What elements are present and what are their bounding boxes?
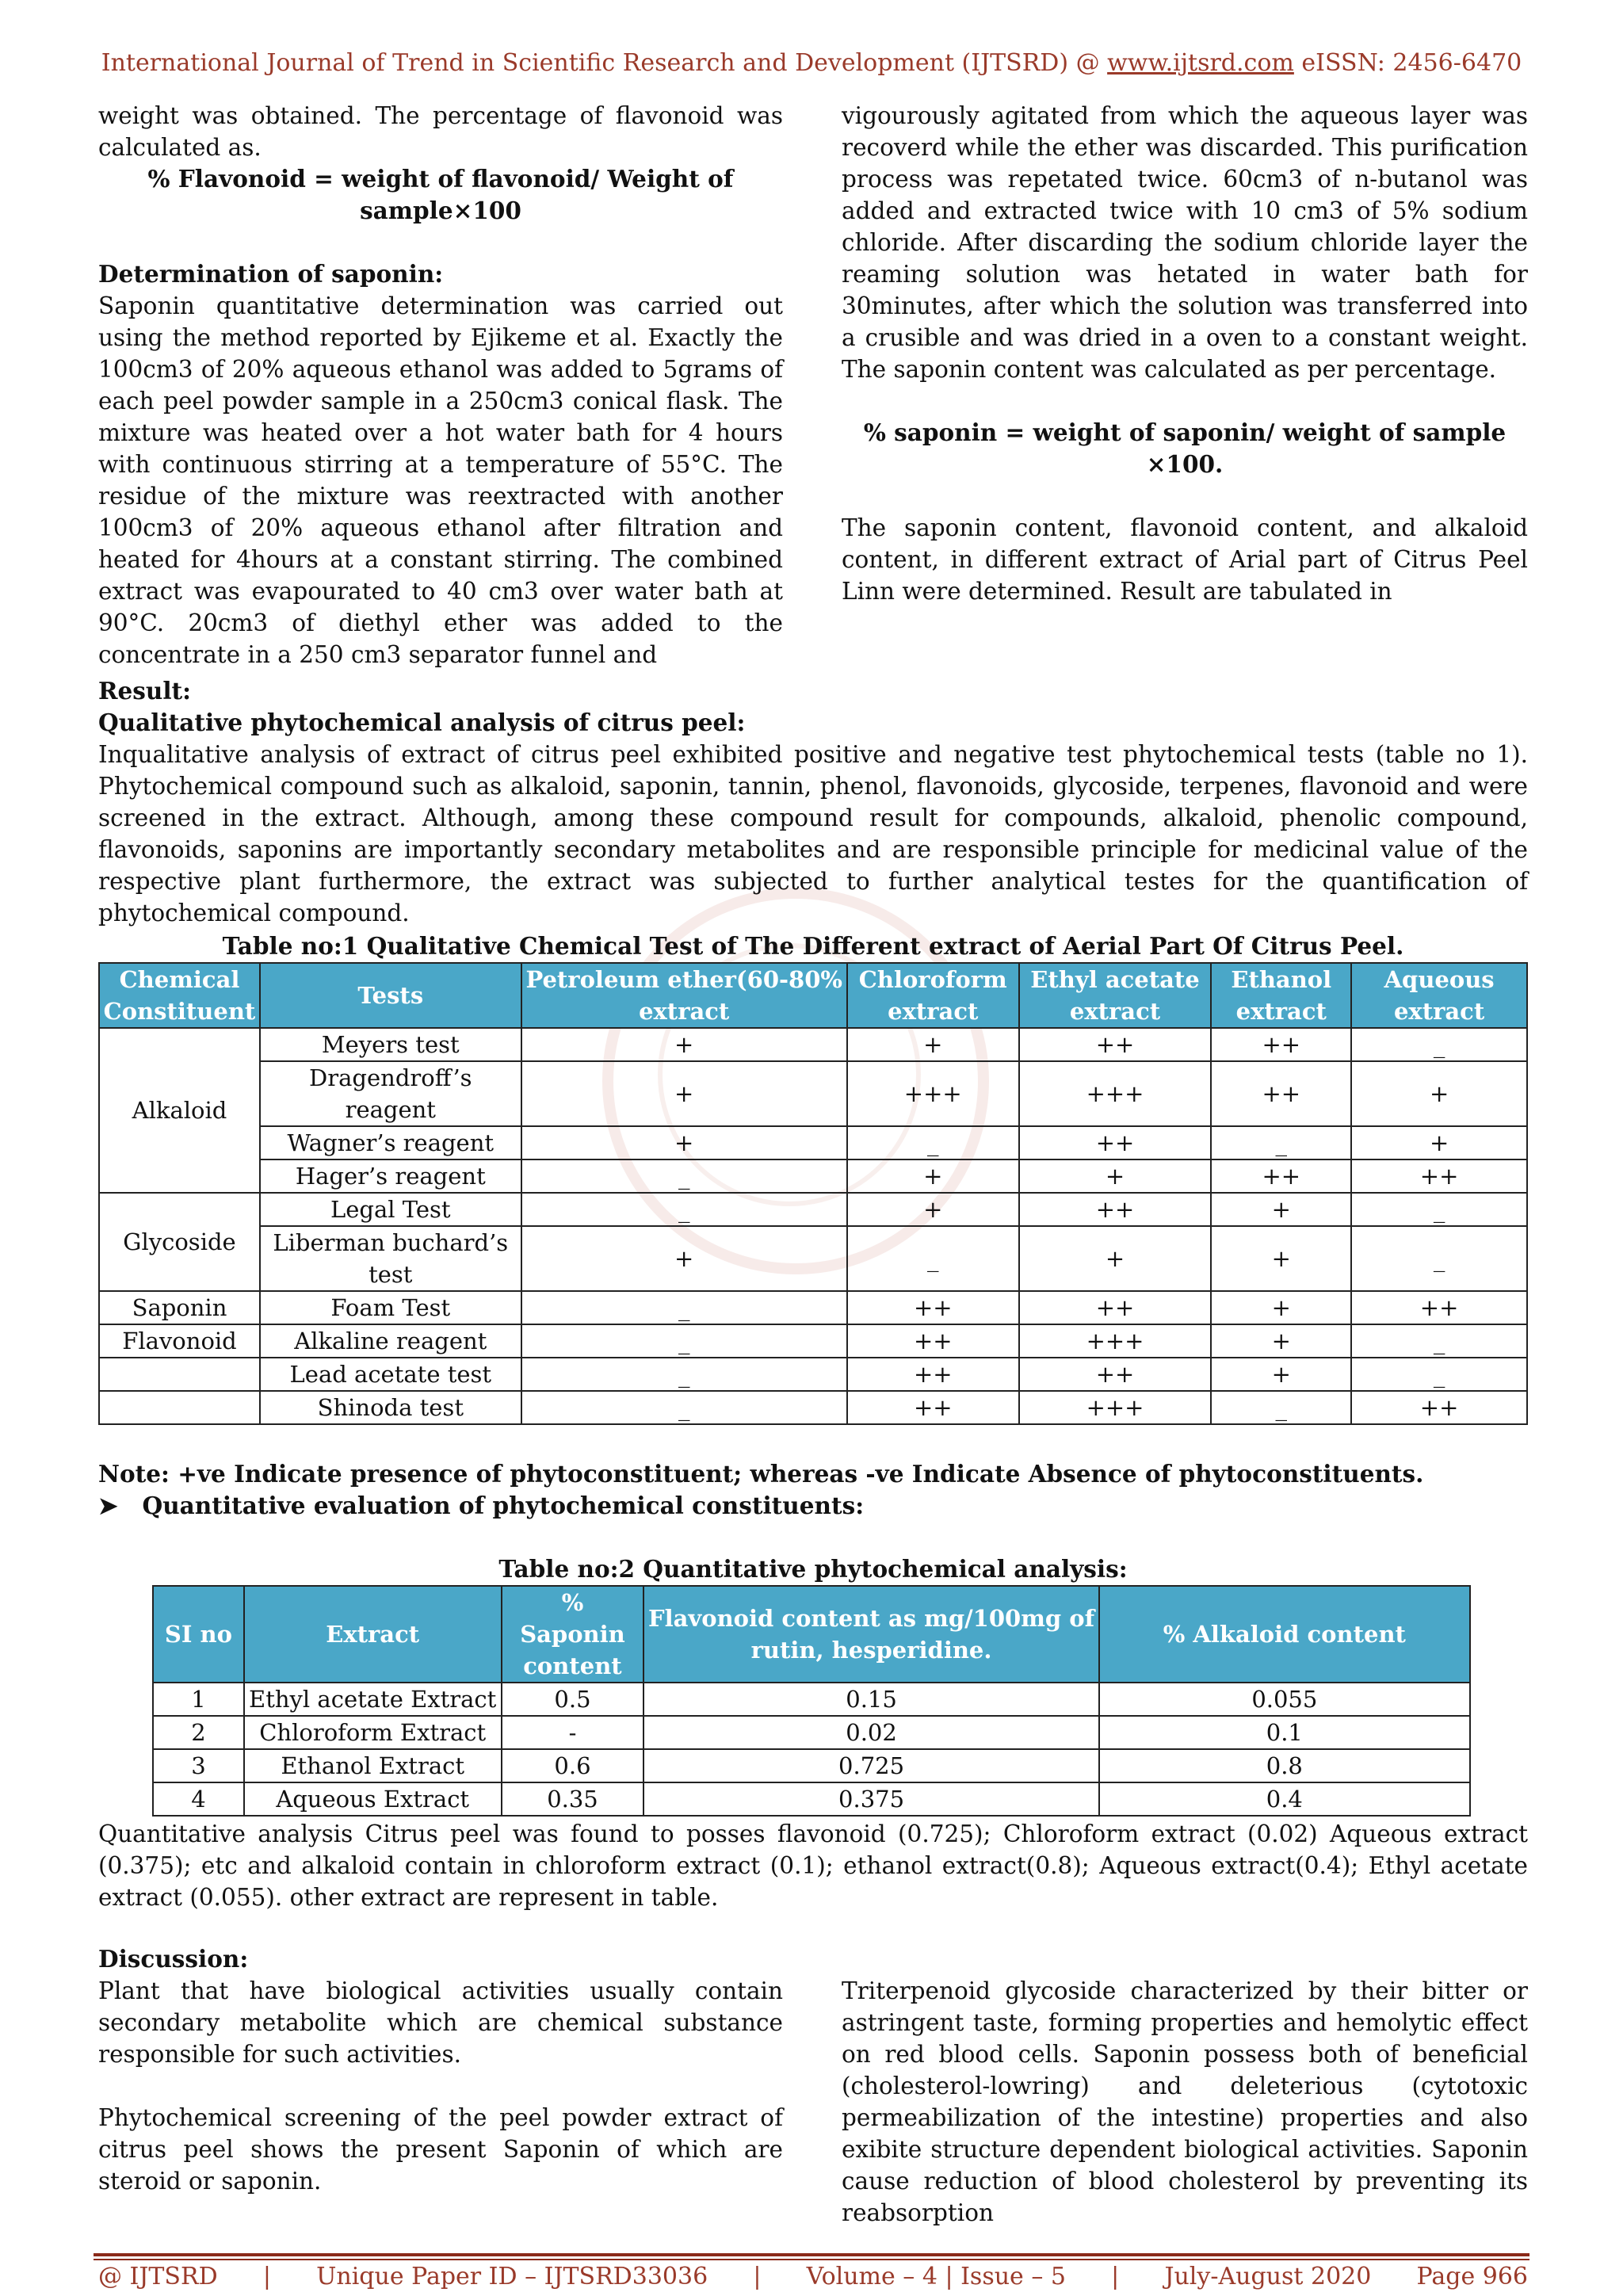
qualitative-table — [98, 962, 1528, 1425]
table2-cell: Ethyl acetate Extract — [244, 1683, 502, 1716]
result-cell: ++ — [847, 1358, 1019, 1391]
table2-cell: 0.8 — [1099, 1749, 1470, 1782]
quantitative-heading: ➤ Quantitative evaluation of phytochemical constituents: — [98, 1492, 865, 1519]
table2-cell: 3 — [153, 1749, 244, 1782]
result-cell: _ — [1351, 1226, 1527, 1291]
result-cell: ++ — [1019, 1028, 1212, 1061]
result-cell: ++ — [847, 1324, 1019, 1358]
saponin-purification-text: vigourously agitated from which the aqueous layer was recoverd while the ether was discarded. This purification process was repetated twice. 60cm3 of n-butanol was added and extracted twice with 10 cm3 of 5% sodium chloride. After discarding the sodium chloride layer the reaming solution was hetated in water bath for 30minutes, after which the solution was transferred into a crusible and was dried in a oven to a constant weight. The saponin content was calculated as per percentage. — [842, 102, 1528, 383]
table-row — [99, 1159, 1527, 1193]
result-cell: +++ — [1019, 1061, 1212, 1126]
result-cell: + — [1019, 1159, 1212, 1193]
running-header — [0, 49, 1623, 77]
table2-header: % Saponin content — [502, 1586, 644, 1683]
discussion-heading: Discussion: — [98, 1945, 249, 1973]
note-section — [98, 1458, 1528, 1522]
result-cell: + — [521, 1061, 847, 1126]
result-cell: ++ — [1211, 1028, 1351, 1061]
table2-header: Extract — [244, 1586, 502, 1683]
saponin-heading: Determination of saponin: — [98, 260, 444, 288]
result-cell: +++ — [847, 1061, 1019, 1126]
table2-cell: 4 — [153, 1782, 244, 1816]
result-cell: +++ — [1019, 1391, 1212, 1424]
result-cell: +++ — [1019, 1324, 1212, 1358]
flavonoid-formula-line2: sample×100 — [360, 197, 521, 224]
footer-volume: Volume – 4 | Issue – 5 — [806, 2263, 1066, 2290]
result-cell: + — [1211, 1358, 1351, 1391]
result-section — [98, 675, 1528, 929]
result-cell: ++ — [1211, 1159, 1351, 1193]
table2-header: Flavonoid content as mg/100mg of rutin, hesperidine. — [643, 1586, 1098, 1683]
test-cell: Lead acetate test — [260, 1358, 521, 1391]
test-cell: Hager’s reagent — [260, 1159, 521, 1193]
table2-cell: 0.055 — [1099, 1683, 1470, 1716]
table2-cell: 0.1 — [1099, 1716, 1470, 1749]
test-cell: Dragendroff’s reagent — [260, 1061, 521, 1126]
table2-header: % Alkaloid content — [1099, 1586, 1470, 1683]
footer-separator: | — [1111, 2263, 1120, 2290]
table2-cell: 0.5 — [502, 1683, 644, 1716]
table2-header-row — [153, 1586, 1470, 1683]
table1-header: Chloroform extract — [847, 963, 1019, 1028]
result-cell: _ — [1351, 1358, 1527, 1391]
result-cell: + — [1211, 1226, 1351, 1291]
footer-date: July-August 2020 — [1164, 2263, 1372, 2290]
test-cell: Legal Test — [260, 1193, 521, 1226]
group-cell-glycoside: Glycoside — [99, 1193, 260, 1291]
table-row — [99, 1028, 1527, 1061]
table-row — [99, 1324, 1527, 1358]
result-cell: _ — [521, 1193, 847, 1226]
result-cell: + — [1351, 1126, 1527, 1159]
result-cell: + — [1019, 1226, 1212, 1291]
result-cell: + — [1211, 1193, 1351, 1226]
flavonoid-calc-text: weight was obtained. The percentage of flavonoid was calculated as. — [98, 102, 783, 161]
result-cell: + — [1351, 1061, 1527, 1126]
test-cell: Liberman buchard’s test — [260, 1226, 521, 1291]
result-cell: _ — [847, 1126, 1019, 1159]
result-cell: _ — [1351, 1028, 1527, 1061]
table2-caption: Table no:2 Quantitative phytochemical analysis: — [498, 1555, 1128, 1583]
result-cell: ++ — [847, 1391, 1019, 1424]
table1-header: Ethyl acetate extract — [1019, 963, 1212, 1028]
flavonoid-formula-line1: % Flavonoid = weight of flavonoid/ Weight of — [147, 165, 734, 193]
arrow-bullet-icon: ➤ — [98, 1492, 118, 1519]
table2-cell: Chloroform Extract — [244, 1716, 502, 1749]
left-column-top — [98, 100, 783, 670]
table-row — [99, 1126, 1527, 1159]
table2-cell: Ethanol Extract — [244, 1749, 502, 1782]
result-cell: ++ — [1019, 1193, 1212, 1226]
result-cell: _ — [521, 1291, 847, 1324]
table2-cell: Aqueous Extract — [244, 1782, 502, 1816]
table2-cell: 0.6 — [502, 1749, 644, 1782]
test-cell: Foam Test — [260, 1291, 521, 1324]
table2-cell: - — [502, 1716, 644, 1749]
table1-header: Ethanol extract — [1211, 963, 1351, 1028]
result-cell: + — [521, 1126, 847, 1159]
table1-note: Note: +ve Indicate presence of phytoconstituent; whereas -ve Indicate Absence of phytoconstituents. — [98, 1460, 1424, 1488]
group-cell-empty — [99, 1391, 260, 1424]
table-row — [153, 1782, 1470, 1816]
footer-rule-thin — [94, 2259, 1529, 2260]
footer-separator: | — [753, 2263, 762, 2290]
result-cell: + — [847, 1159, 1019, 1193]
footer-journal: @ IJTSRD — [98, 2263, 218, 2290]
result-cell: ++ — [1019, 1291, 1212, 1324]
table1-header-row — [99, 963, 1527, 1028]
qualitative-text: Inqualitative analysis of extract of citrus peel exhibited positive and negative test phytochemical tests (table no 1). Phytochemical compound such as alkaloid, saponin, tannin, phenol, flavonoids, glycoside, terpenes, flavonoid and were screened in the extract. Although, among these compound result for compounds, alkaloid, phenolic compound, flavonoids, saponins are importantly secondary metabolites and are responsible principle for medicinal value of the respective plant furthermore, the extract was subjected to further analytical testes for the quantification of phytochemical compound. — [98, 741, 1528, 926]
running-footer — [98, 2263, 1528, 2290]
result-cell: _ — [1211, 1126, 1351, 1159]
result-cell: ++ — [1351, 1291, 1527, 1324]
table1-header: Aqueous extract — [1351, 963, 1527, 1028]
table1-header: Petroleum ether(60-80% extract — [521, 963, 847, 1028]
journal-title: International Journal of Trend in Scientific Research and Development (IJTSRD) @ — [101, 49, 1108, 77]
table2-cell: 0.4 — [1099, 1782, 1470, 1816]
result-cell: ++ — [1351, 1391, 1527, 1424]
discussion-heading-wrap — [98, 1943, 1528, 1975]
result-cell: + — [1211, 1291, 1351, 1324]
group-cell-saponin: Saponin — [99, 1291, 260, 1324]
discussion-left-p2: Phytochemical screening of the peel powder extract of citrus peel shows the present Saponin of which are steroid or saponin. — [98, 2104, 783, 2195]
journal-website-link[interactable]: www.ijtsrd.com — [1107, 49, 1294, 77]
discussion-right-column — [842, 1975, 1528, 2229]
result-cell: _ — [1211, 1391, 1351, 1424]
discussion-left-p1: Plant that have biological activities usually contain secondary metabolite which are chemical substance responsible for such activities. — [98, 1977, 783, 2068]
right-column-top — [842, 100, 1528, 607]
qualitative-heading: Qualitative phytochemical analysis of citrus peel: — [98, 709, 746, 736]
result-cell: _ — [1351, 1193, 1527, 1226]
table1-header: Chemical Constituent — [99, 963, 260, 1028]
result-cell: + — [1211, 1324, 1351, 1358]
table-row — [153, 1683, 1470, 1716]
result-cell: _ — [521, 1159, 847, 1193]
table2-cell: 1 — [153, 1683, 244, 1716]
result-cell: _ — [521, 1391, 847, 1424]
table2-cell: 2 — [153, 1716, 244, 1749]
table-row — [153, 1749, 1470, 1782]
table2-cell: 0.725 — [643, 1749, 1098, 1782]
result-cell: _ — [1351, 1324, 1527, 1358]
table-row — [99, 1193, 1527, 1226]
saponin-method-text: Saponin quantitative determination was carried out using the method reported by Ejikeme et al. Exactly the 100cm3 of 20% aqueous ethanol was added to 5grams of each peel powder sample in a 250cm3 conical flask. The mixture was heated over a hot water bath for 4 hours with continuous stirring at a temperature of 55°C. The residue of the mixture was reextracted with another 100cm3 of 20% aqueous ethanol after filtration and heated for 4hours at a constant stirring. The combined extract was evapourated to 40 cm3 over water bath at 90°C. 20cm3 of diethyl ether was added to the concentrate in a 250 cm3 separator funnel and — [98, 292, 783, 668]
table2-header: SI no — [153, 1586, 244, 1683]
result-cell: + — [521, 1028, 847, 1061]
discussion-right-p1: Triterpenoid glycoside characterized by their bitter or astringent taste, forming properties and hemolytic effect on red blood cells. Saponin possess both of beneficial (cholesterol-lowring) and deleterious (cytotoxic permeabilization of the intestine) properties and also exibite structure dependent biological activities. Saponin cause reduction of blood cholesterol by preventing its reabsorption — [842, 1977, 1528, 2226]
quantitative-text-section — [98, 1818, 1528, 1913]
result-cell: ++ — [1211, 1061, 1351, 1126]
footer-page: Page 966 — [1416, 2263, 1528, 2290]
test-cell: Shinoda test — [260, 1391, 521, 1424]
result-cell: + — [847, 1193, 1019, 1226]
test-cell: Alkaline reagent — [260, 1324, 521, 1358]
table-row — [153, 1716, 1470, 1749]
quantitative-table — [152, 1585, 1471, 1817]
test-cell: Meyers test — [260, 1028, 521, 1061]
footer-paper-id: Unique Paper ID – IJTSRD33036 — [316, 2263, 708, 2290]
test-cell: Wagner’s reagent — [260, 1126, 521, 1159]
table-row — [99, 1391, 1527, 1424]
result-heading: Result: — [98, 677, 192, 705]
journal-issn: eISSN: 2456-6470 — [1293, 49, 1522, 77]
saponin-formula-line2: ×100. — [1146, 450, 1224, 478]
result-cell: ++ — [1351, 1159, 1527, 1193]
result-cell: + — [847, 1028, 1019, 1061]
quantitative-text: Quantitative analysis Citrus peel was found to posses flavonoid (0.725); Chloroform extract (0.02) Aqueous extract (0.375); etc and alkaloid contain in chloroform extract (0.1); ethanol extract(0.8); Aqueous extract(0.4); Ethyl acetate extract (0.055). other extract are represent in table. — [98, 1820, 1528, 1911]
table1-caption: Table no:1 Qualitative Chemical Test of The Different extract of Aerial Part Of Citrus Peel. — [222, 932, 1404, 960]
results-intro-text: The saponin content, flavonoid content, and alkaloid content, in different extract of Arial part of Citrus Peel Linn were determined. Result are tabulated in — [842, 514, 1528, 605]
group-cell-alkaloid: Alkaloid — [99, 1028, 260, 1193]
footer-separator: | — [262, 2263, 271, 2290]
result-cell: _ — [521, 1324, 847, 1358]
result-cell: ++ — [1019, 1358, 1212, 1391]
footer-rule-thick — [94, 2253, 1529, 2256]
group-cell-empty — [99, 1358, 260, 1391]
result-cell: ++ — [847, 1291, 1019, 1324]
table2-cell: 0.02 — [643, 1716, 1098, 1749]
result-cell: _ — [847, 1226, 1019, 1291]
result-cell: _ — [521, 1358, 847, 1391]
group-cell-flavonoid: Flavonoid — [99, 1324, 260, 1358]
table-row — [99, 1226, 1527, 1291]
table-row — [99, 1291, 1527, 1324]
table-row — [99, 1358, 1527, 1391]
table2-cell: 0.15 — [643, 1683, 1098, 1716]
saponin-formula-line1: % saponin = weight of saponin/ weight of sample — [863, 418, 1507, 446]
table-row — [99, 1061, 1527, 1126]
discussion-left-column — [98, 1975, 783, 2197]
result-cell: + — [521, 1226, 847, 1291]
table2-cell: 0.35 — [502, 1782, 644, 1816]
table1-header: Tests — [260, 963, 521, 1028]
result-cell: ++ — [1019, 1126, 1212, 1159]
table2-cell: 0.375 — [643, 1782, 1098, 1816]
